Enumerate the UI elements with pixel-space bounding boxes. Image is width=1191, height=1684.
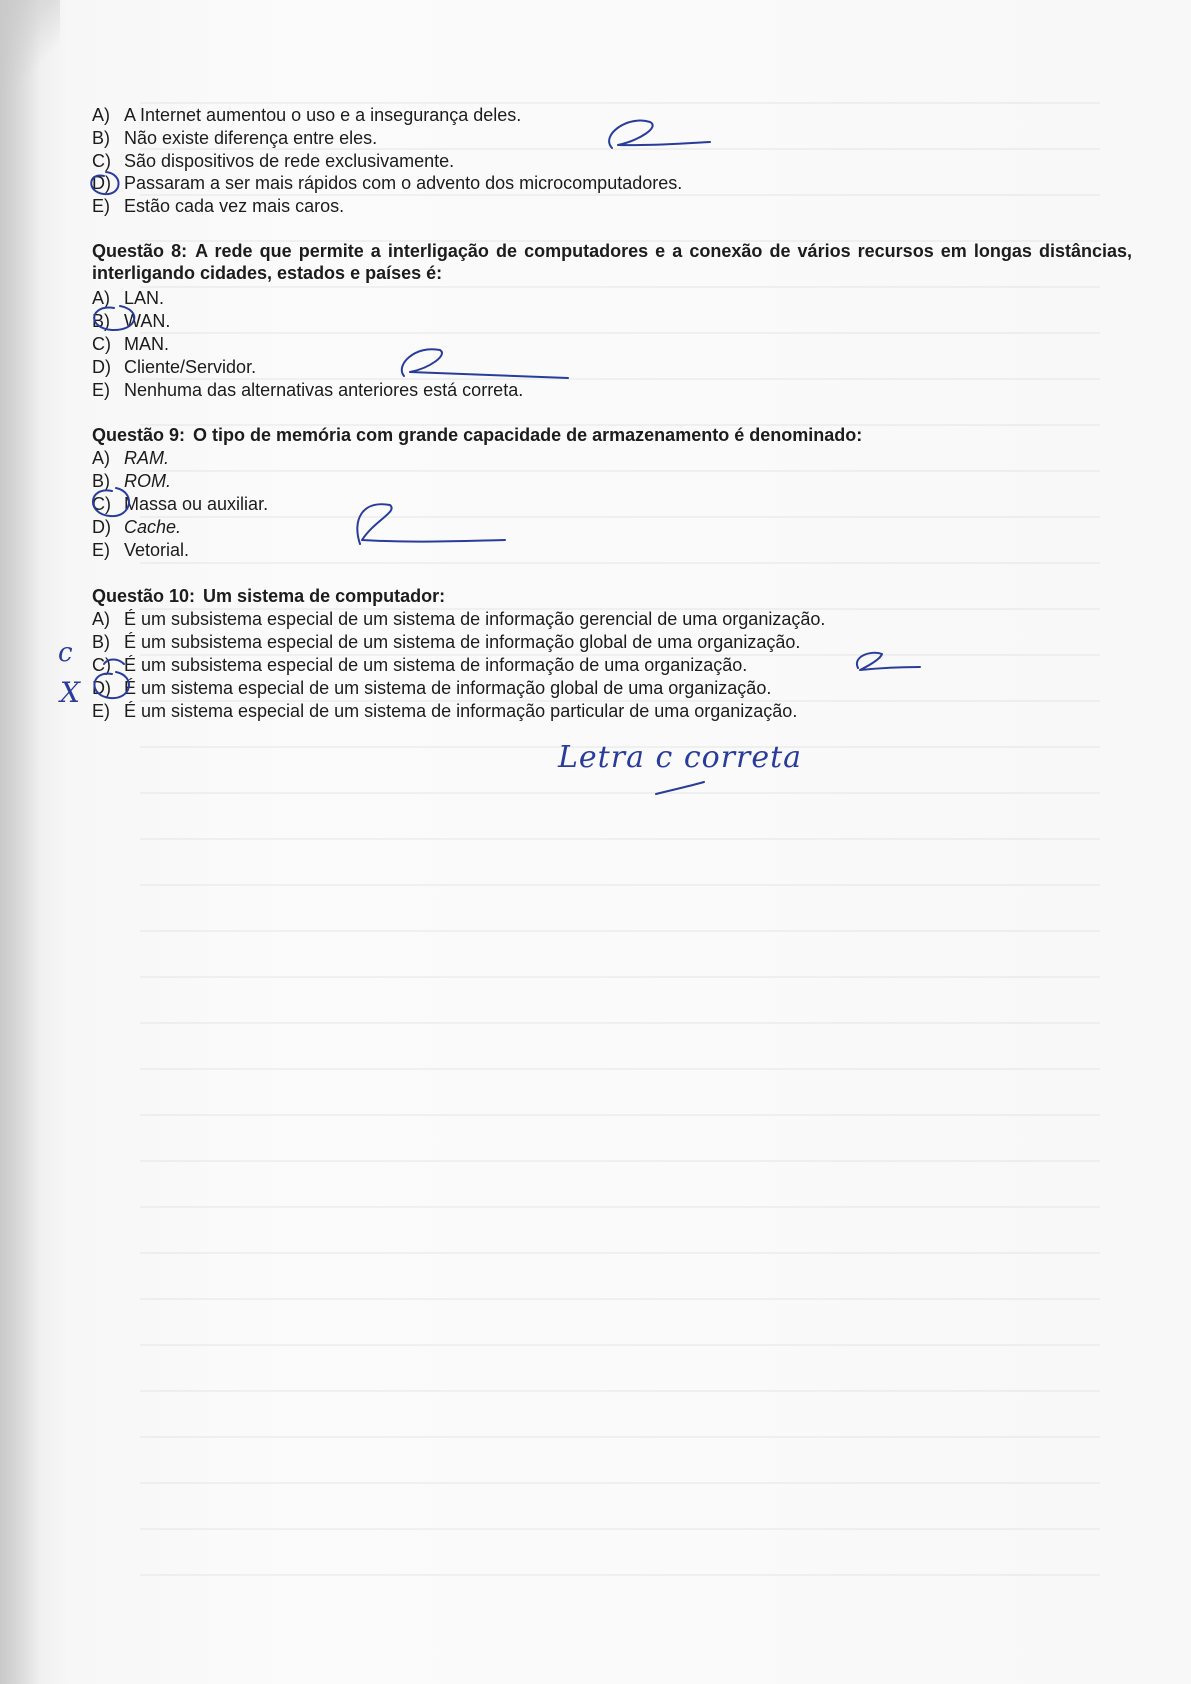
q10-option-c: C) É um subsistema especial de um sistema de informação de uma organização. [92, 655, 748, 675]
q8-option-e: E) Nenhuma das alternativas anteriores está correta. [92, 380, 524, 400]
handwritten-note: Letra c correta [558, 740, 803, 775]
q7-option-a: A) A Internet aumentou o uso e a insegurança deles. [92, 105, 522, 125]
q8-number: Questão 8: [92, 241, 188, 261]
q9-option-e: E) Vetorial. [92, 540, 190, 560]
q7-option-e: E) Estão cada vez mais caros. [92, 196, 345, 216]
q8-text: A rede que permite a interligação de computadores e a conexão de vários recursos em longas distâncias, interligando cidades, estados e países é: [92, 241, 1133, 283]
q8-circle-b [94, 306, 134, 330]
q10-circle-d [94, 672, 129, 698]
q8-option-d: D) Cliente/Servidor. [92, 357, 257, 377]
q10-option-a: A) É um subsistema especial de um sistema de informação gerencial de uma organização. [92, 609, 826, 629]
q10-option-b: B) É um subsistema especial de um sistema de informação global de uma organização. [92, 632, 801, 652]
q8-option-b: B) WAN. [92, 311, 171, 331]
q7-option-b: B) Não existe diferença entre eles. [92, 128, 378, 148]
q10-option-e: E) É um sistema especial de um sistema de informação particular de uma organização. [92, 701, 798, 721]
q10-option-d: D) É um sistema especial de um sistema de informação global de uma organização. [92, 678, 772, 698]
q10-check-mark [857, 653, 920, 670]
q9-check-mark [357, 504, 505, 544]
note-underline [656, 782, 704, 794]
q7-option-d: D) Passaram a ser mais rápidos com o advento dos microcomputadores. [92, 173, 683, 193]
q9-circle-c [93, 488, 129, 516]
q9-text: O tipo de memória com grande capacidade de armazenamento é denominado: [193, 425, 863, 445]
q9-option-d: D) Cache. [92, 517, 182, 537]
q9-option-c: C) Massa ou auxiliar. [92, 494, 269, 514]
q10-c-mark [104, 660, 124, 665]
q9-option-b: B) ROM. [92, 471, 171, 491]
q10-number: Questão 10: [92, 586, 196, 606]
margin-x-mark: X [60, 676, 80, 709]
q7-option-c: C) São dispositivos de rede exclusivamente. [92, 151, 455, 171]
margin-c-mark: c [58, 638, 73, 668]
q8-option-a: A) LAN. [92, 288, 165, 308]
q8-option-c: C) MAN. [92, 334, 169, 354]
q7-circle-d [91, 172, 118, 194]
q9-number: Questão 9: [92, 425, 186, 445]
q9-option-a: A) RAM. [92, 448, 169, 468]
q10-text: Um sistema de computador: [203, 586, 446, 606]
q7-check-mark [609, 121, 710, 148]
q8-check-mark [402, 349, 568, 378]
